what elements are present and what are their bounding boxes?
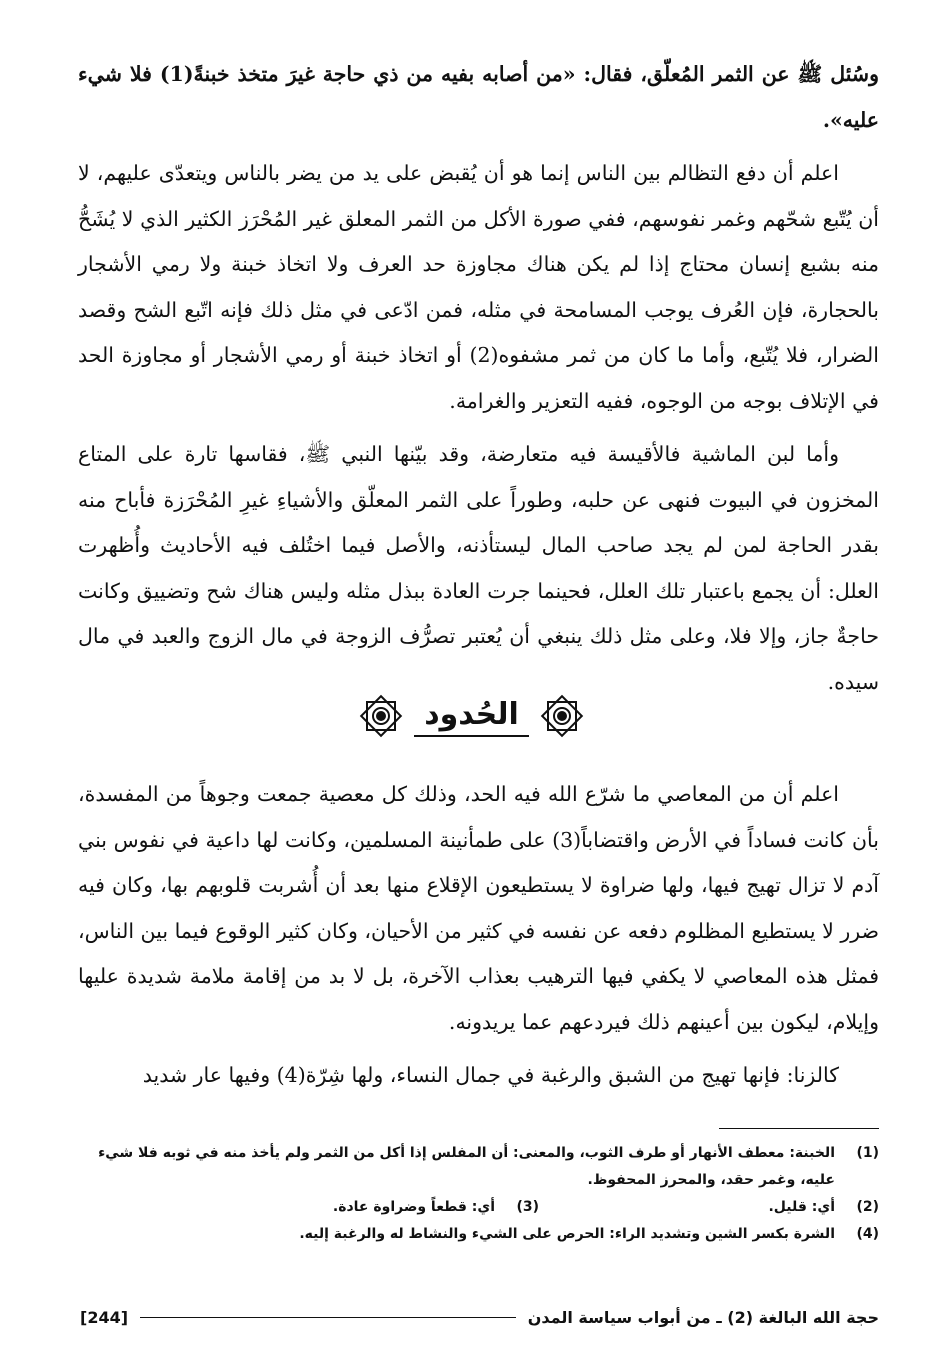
- main-text-bottom: [78, 772, 879, 1099]
- footer-rule: [140, 1317, 516, 1318]
- footnote-4: [78, 1221, 879, 1248]
- paragraph-zina: كالزنا: فإنها تهيج من الشبق والرغبة في جمال النساء، ولها شِرّة(4) وفيها عار شديد: [142, 1063, 839, 1087]
- footnote-row-2-3: [78, 1194, 879, 1221]
- ornament-star-icon: [537, 691, 587, 741]
- footnote-text: الشرة بكسر الشين وتشديد الراء: الحرص على الشيء والنشاط له والرغبة إليه.: [299, 1226, 835, 1242]
- paragraph-hadith: وسُئل ﷺ عن الثمر المُعلّق، فقال: «من أصابه بفيه من ذي حاجة غيرَ متخذ خبنةً(1) فلا شيء عليه».: [78, 62, 879, 132]
- ornament-star-icon: [356, 691, 406, 741]
- paragraph-theft-principle: اعلم أن دفع التظالم بين الناس إنما هو أن يُقبض على يد من يضر بالناس ويتعدّى عليهم، لا أن يُتّبع شحّهم وغمر نفوسهم، ففي صورة الأكل من الثمر المعلق غير المُحْرَز الكثير الذي لا يُشَحُّ منه بشبع إنسان محتاج إذا لم يكن هناك مجاوزة حد العرف ولا اتخاذ خبنة ولا رمي الأشجار بالحجارة، فإن العُرف يوجب المسامحة في مثله، فمن ادّعى في مثل ذلك فإنه اتّبع الشح وقصد الضرار، فلا يُتّبع، وأما ما كان من ثمر مشفوه(2) أو اتخاذ خبنة أو رمي الأشجار أو مجاوزة الحد في الإتلاف بوجه من الوجوه، ففيه التعزير والغرامة.: [78, 161, 879, 413]
- footnote-2: [539, 1194, 879, 1221]
- section-heading: [0, 686, 943, 746]
- footnote-number: (3): [516, 1199, 539, 1215]
- section-title: الحُدود: [414, 695, 529, 737]
- running-title: حجة الله البالغة (2) ـ من أبواب سياسة المدن: [527, 1307, 879, 1327]
- footnote-3: [199, 1194, 539, 1221]
- footnote-text: أي: قليل.: [768, 1199, 835, 1215]
- page-footer: [80, 1302, 879, 1332]
- footnote-text: أي: قطعاً وضراوة عادة.: [332, 1199, 495, 1215]
- footnote-text: الخبنة: معطف الأنهار أو طرف الثوب، والمعنى: أن المفلس إذا أكل من الثمر ولم يأخذ منه في ثوبه فلا شيء عليه، وغمر حقد، والمحرز المحفوظ.: [98, 1145, 835, 1188]
- paragraph-livestock-milk: وأما لبن الماشية فالأقيسة فيه متعارضة، وقد بيّنها النبي ﷺ، فقاسها تارة على المتاع المخزون في البيوت فنهى عن حلبه، وطوراً على الثمر المعلّق والأشياءِ غيرِ المُحْرَزة فأباح منه بقدر الحاجة لمن لم يجد صاحب المال ليستأذنه، والأصل فيما اختُلف فيه الأحاديث وأُظهرت العلل: أن يجمع باعتبار تلك العلل، فحينما جرت العادة ببذل مثله وليس هناك شح وتضييق وكانت حاجةٌ جاز، وإلا فلا، وعلى مثل ذلك ينبغي أن يُعتبر تصرُّف الزوجة في مال الزوج والعبد في مال سيده.: [78, 442, 879, 694]
- footnotes: [78, 1140, 879, 1248]
- footnote-number: (2): [856, 1199, 879, 1215]
- main-text-top: [78, 52, 879, 705]
- page-number: [244]: [80, 1307, 129, 1327]
- footnote-separator: [719, 1128, 879, 1129]
- footnote-number: (4): [856, 1226, 879, 1242]
- footnote-1: [78, 1140, 879, 1194]
- paragraph-hudud-definition: اعلم أن من المعاصي ما شرّع الله فيه الحد، وذلك كل معصية جمعت وجوهاً من المفسدة، بأن كانت فساداً في الأرض واقتضاباً(3) على طمأنينة المسلمين، وكانت لها داعية في نفوس بني آدم لا تزال تهيج فيها، ولها ضراوة لا يستطيعون الإقلاع منها بعد أن أُشربت قلوبهم بها، وكان فيه ضرر لا يستطيع المظلوم دفعه عن نفسه في كثير من الأحيان، وكان كثير الوقوع فيما بين الناس، فمثل هذه المعاصي لا يكفي فيها الترهيب بعذاب الآخرة، بل لا بد من إقامة ملامة شديدة عليها وإيلام، ليكون بين أعينهم ذلك فيردعهم عما يريدونه.: [78, 782, 879, 1034]
- footnote-number: (1): [856, 1145, 879, 1161]
